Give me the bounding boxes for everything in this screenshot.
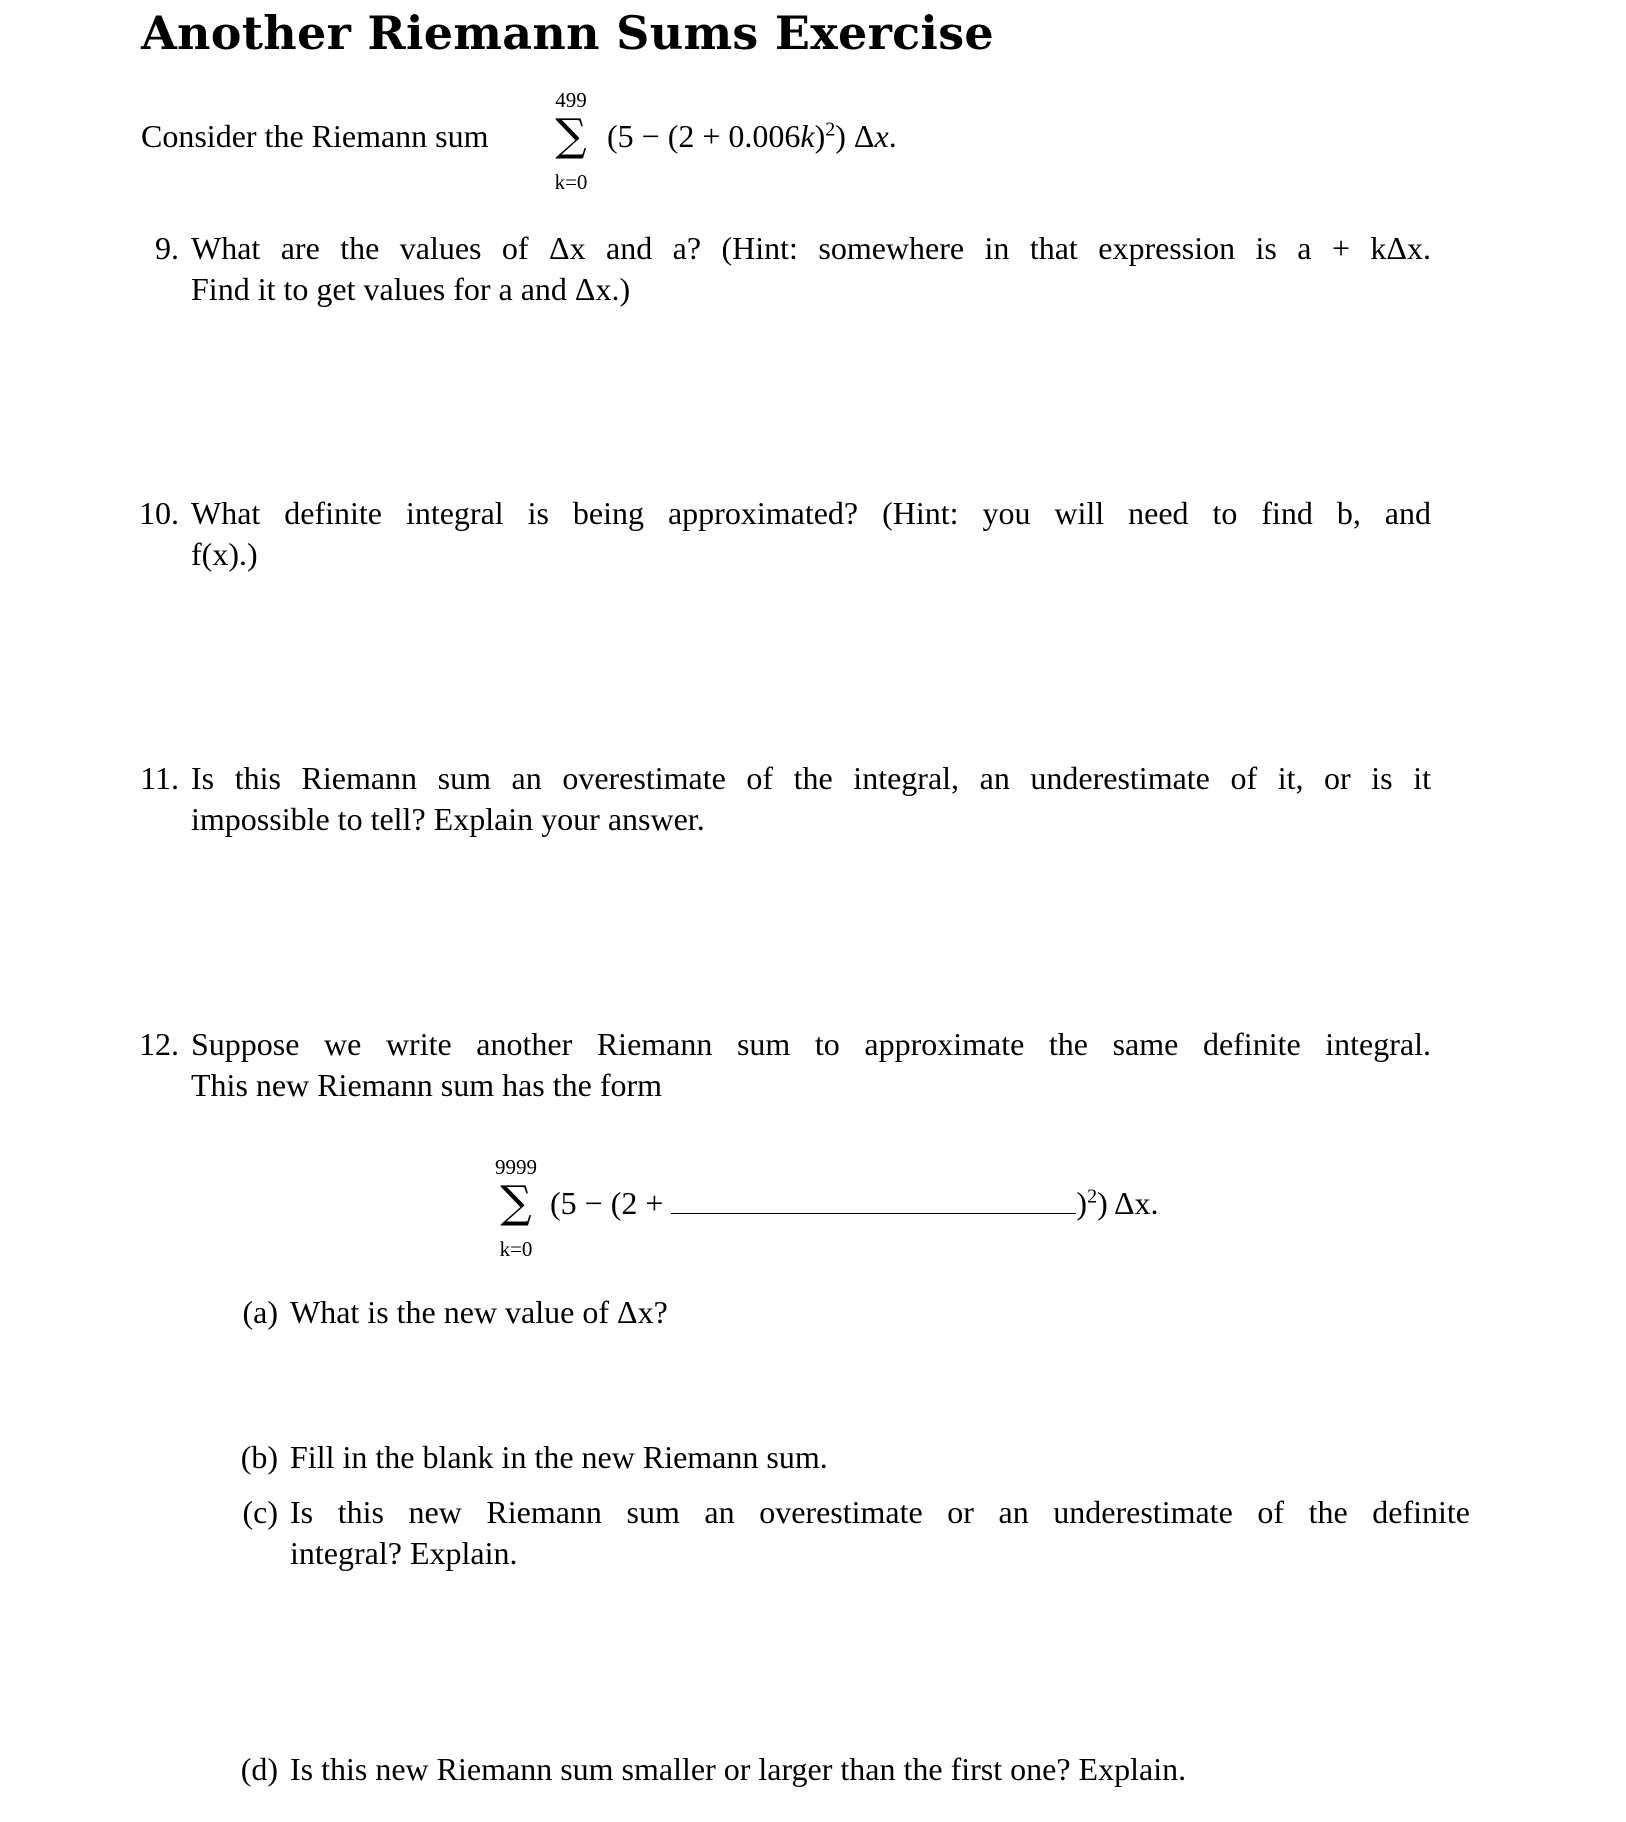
- subpart-text: Is this new Riemann sum smaller or larger than the first one? Explain.: [290, 1751, 1187, 1787]
- sigma-symbol: ∑: [500, 1177, 532, 1228]
- question-number: 10.: [139, 495, 179, 531]
- question-text: What are the values of Δx and a? (Hint: somewhere in that expression is a + kΔx. Find it to get values for a and Δx.): [191, 230, 1431, 307]
- sum-lower-limit: k=0: [554, 170, 588, 194]
- question-number: 11.: [140, 760, 179, 796]
- question-number: 9.: [155, 230, 179, 266]
- subpart-text: Fill in the blank in the new Riemann sum.: [290, 1439, 828, 1475]
- sum-upper-limit: 499: [555, 88, 587, 112]
- subpart-label: (b): [240, 1439, 278, 1475]
- fill-in-blank[interactable]: [671, 1187, 1076, 1214]
- subpart-text: What is the new value of Δx?: [290, 1294, 668, 1330]
- sum-lower-limit: k=0: [499, 1237, 533, 1261]
- intro-statement: [141, 88, 1341, 208]
- page-title: Another Riemann Sums Exercise: [141, 6, 994, 60]
- sum-expression: $(5 - (2 + )^2)$ Δx.: [550, 1185, 1159, 1221]
- subpart-label: (d): [240, 1751, 278, 1787]
- question-number: 12.: [139, 1026, 179, 1062]
- question-text: Suppose we write another Riemann sum to approximate the same definite integral. This new Riemann sum has the form: [191, 1026, 1431, 1103]
- subpart-text: Is this new Riemann sum an overestimate or an underestimate of the definite integral? Explain.: [290, 1494, 1470, 1571]
- question-text: Is this Riemann sum an overestimate of the integral, an underestimate of it, or is it impossible to tell? Explain your answer.: [191, 760, 1431, 837]
- sum-upper-limit: 9999: [495, 1155, 537, 1179]
- subpart-label: (c): [242, 1494, 278, 1530]
- sigma-symbol: ∑: [555, 110, 587, 161]
- question-text: What definite integral is being approximated? (Hint: you will need to find b, and f(x).): [191, 495, 1431, 572]
- sum-expression: $(5 - (2 + 0.006k)^2)$ Δx.: [607, 118, 897, 154]
- subpart-label: (a): [242, 1294, 278, 1330]
- intro-text: Consider the Riemann sum: [141, 118, 489, 154]
- new-riemann-sum: [486, 1155, 1286, 1275]
